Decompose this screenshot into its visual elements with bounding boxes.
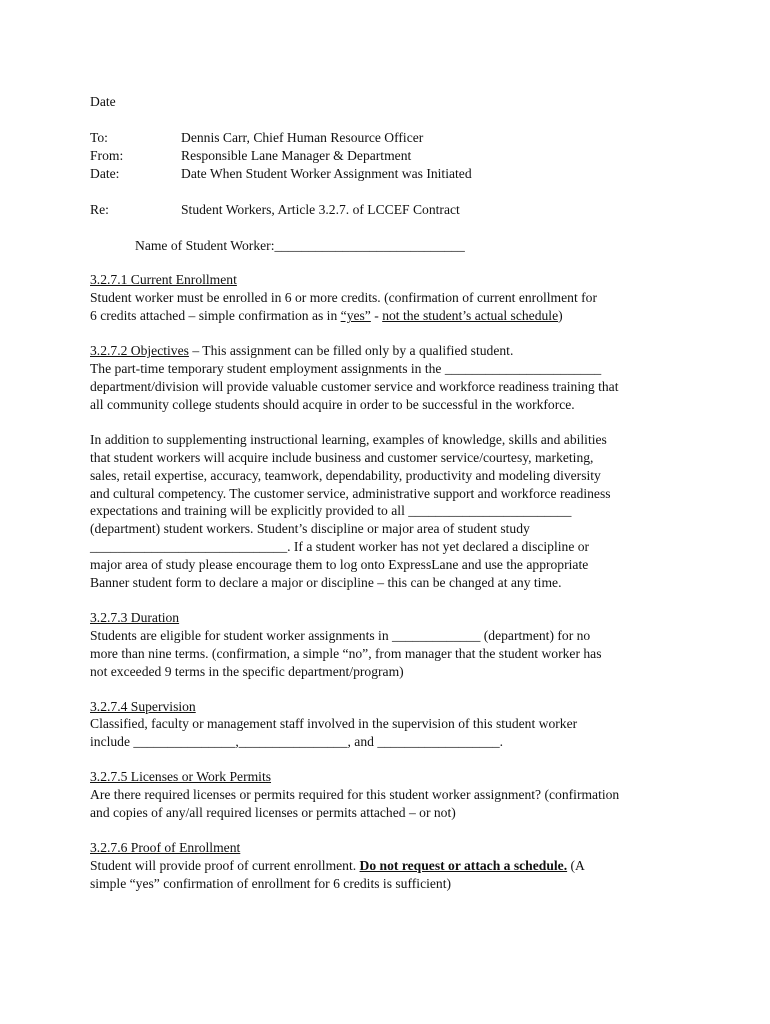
memo-value: Student Workers, Article 3.2.7. of LCCEF Contract: [181, 201, 460, 217]
paragraph-line: that student workers will acquire include business and customer service/courtesy, marketing,: [90, 449, 594, 465]
paragraph-line: sales, retail expertise, accuracy, teamwork, dependability, productivity and modeling diversity: [90, 467, 601, 483]
paragraph-line: all community college students should acquire in order to be successful in the workforce.: [90, 396, 575, 412]
paragraph-line: not exceeded 9 terms in the specific department/program): [90, 663, 404, 679]
paragraph-line: Student worker must be enrolled in 6 or more credits. (confirmation of current enrollment for: [90, 290, 597, 306]
paragraph-line: and copies of any/all required licenses or permits attached – or not): [90, 805, 456, 821]
paragraph-line: simple “yes” confirmation of enrollment for 6 credits is sufficient): [90, 875, 452, 891]
paragraph-line: Are there required licenses or permits required for this student worker assignment? (confirmation: [90, 787, 620, 803]
memo-header: [90, 129, 690, 183]
paragraph-line: 6 credits attached – simple confirmation as in “yes” - not the student’s actual schedule): [90, 308, 563, 324]
paragraph-line: department/division will provide valuable customer service and workforce readiness training that: [90, 378, 619, 394]
memo-row-re: [90, 201, 690, 219]
memo-row-from: [90, 147, 690, 165]
section-heading: 3.2.7.4 Supervision: [90, 698, 196, 714]
paragraph-line: expectations and training will be explicitly provided to all ________________________: [90, 503, 572, 519]
memo-row-to: [90, 129, 690, 147]
paragraph-line: Students are eligible for student worker assignments in _____________ (department) for no: [90, 627, 591, 643]
memo-label: To:: [90, 129, 108, 145]
paragraph-line: more than nine terms. (confirmation, a simple “no”, from manager that the student worker has: [90, 645, 602, 661]
date-label: Date: [90, 94, 116, 109]
paragraph-line: Student will provide proof of current enrollment. Do not request or attach a schedule. (A: [90, 857, 585, 873]
document-body: [90, 93, 690, 893]
memo-value: Dennis Carr, Chief Human Resource Officer: [181, 129, 424, 145]
heading-tail: – This assignment can be filled only by a qualified student.: [188, 343, 514, 359]
section-supervision: [90, 698, 690, 752]
paragraph-line: The part-time temporary student employment assignments in the _______________________: [90, 361, 602, 377]
section-proof-of-enrollment: [90, 839, 690, 893]
student-worker-name-field: Name of Student Worker:____________________________: [135, 237, 465, 253]
section-licenses: [90, 768, 690, 822]
paragraph-line: Banner student form to declare a major or discipline – this can be changed at any time.: [90, 575, 562, 591]
memo-label: Re:: [90, 201, 109, 217]
memo-row-date: [90, 165, 690, 183]
yes-text: “yes”: [340, 308, 371, 324]
section-heading: 3.2.7.1 Current Enrollment: [90, 272, 237, 288]
paragraph-line: major area of study please encourage them to log onto ExpressLane and use the appropriate: [90, 557, 589, 573]
section-heading: 3.2.7.5 Licenses or Work Permits: [90, 769, 272, 785]
memo-value: Date When Student Worker Assignment was Initiated: [181, 165, 472, 181]
paragraph-line: Classified, faculty or management staff involved in the supervision of this student worker: [90, 716, 578, 732]
paragraph-line: In addition to supplementing instructional learning, examples of knowledge, skills and abilities: [90, 431, 607, 447]
paragraph-line: (department) student workers. Student’s discipline or major area of student study: [90, 521, 530, 537]
section-current-enrollment: [90, 271, 690, 325]
section-objectives: [90, 342, 690, 592]
section-heading: 3.2.7.6 Proof of Enrollment: [90, 840, 241, 855]
section-heading: 3.2.7.3 Duration: [90, 609, 180, 625]
paragraph-line: _____________________________. If a student worker has not yet declared a discipline or: [90, 539, 590, 555]
not-schedule-text: not the student’s actual schedule: [382, 308, 559, 324]
paragraph-line: include _______________,________________, and __________________.: [90, 734, 504, 750]
section-heading: 3.2.7.2 Objectives: [90, 343, 189, 359]
memo-label: Date:: [90, 165, 120, 181]
paragraph-line: and cultural competency. The customer service, administrative support and workforce readiness: [90, 485, 611, 501]
no-schedule-warning: Do not request or attach a schedule.: [359, 857, 568, 873]
memo-value: Responsible Lane Manager & Department: [181, 147, 412, 163]
section-duration: [90, 609, 690, 681]
memo-label: From:: [90, 147, 124, 163]
